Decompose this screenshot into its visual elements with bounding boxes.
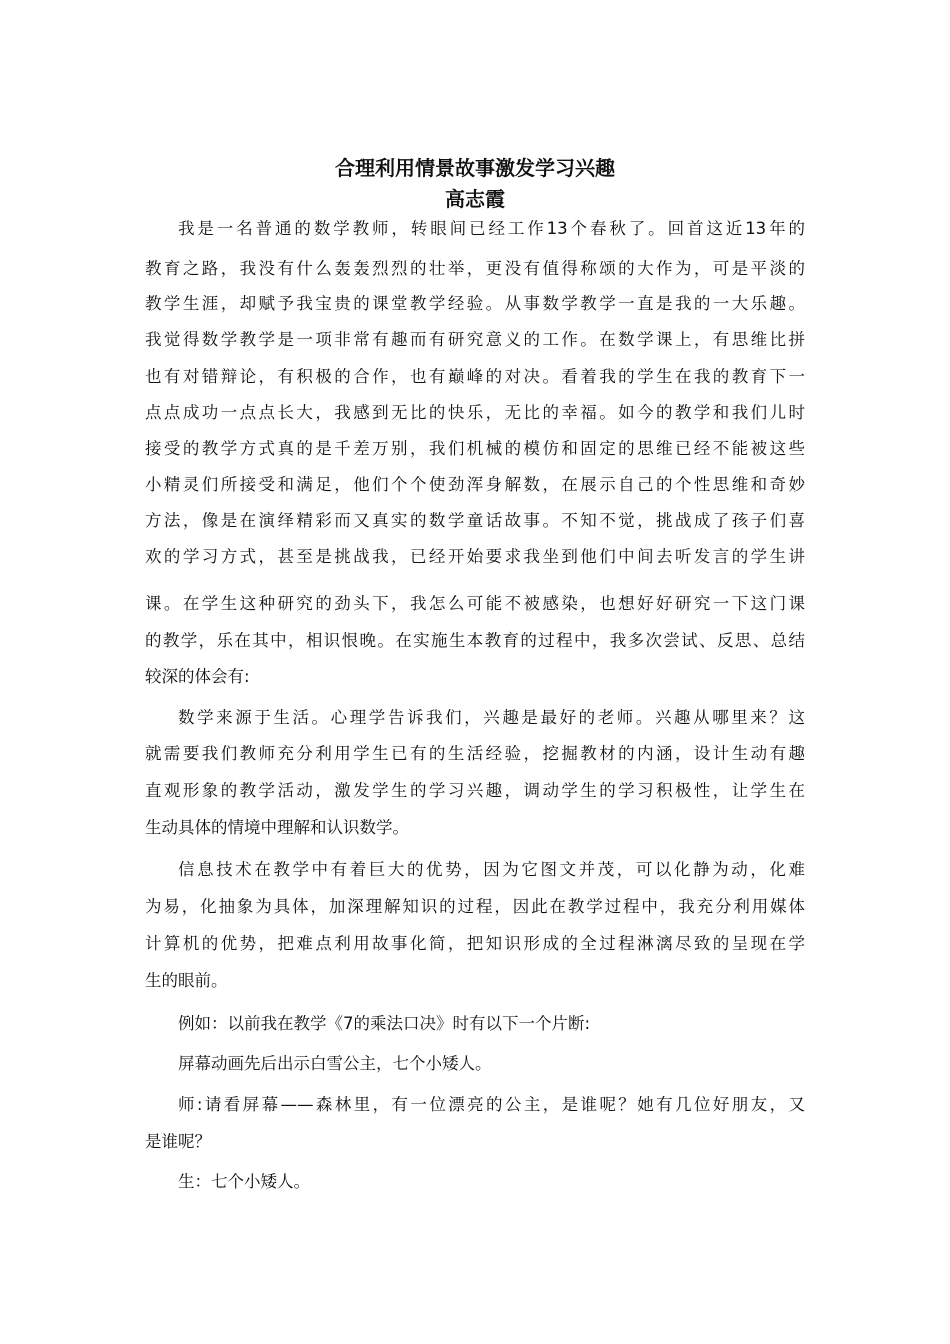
text-line: 小精灵们所接受和满足，他们个个使劲浑身解数，在展示自己的个性思维和奇妙 bbox=[145, 475, 805, 494]
document-author: 高志霞 bbox=[445, 187, 505, 211]
text-line: 教学生涯，却赋予我宝贵的课堂教学经验。从事数学教学一直是我的一大乐趣。 bbox=[145, 294, 805, 313]
text-line: 欢的学习方式，甚至是挑战我，已经开始要求我坐到他们中间去听发言的学生讲 bbox=[145, 547, 805, 566]
text-line: 教育之路，我没有什么轰轰烈烈的壮举，更没有值得称颂的大作为，可是平淡的 bbox=[145, 259, 805, 278]
text-line: 为易，化抽象为具体，加深理解知识的过程，因此在教学过程中，我充分利用媒体 bbox=[145, 897, 805, 916]
text-line: 点点成功一点点长大，我感到无比的快乐，无比的幸福。如今的教学和我们儿时 bbox=[145, 403, 805, 422]
text-line: 较深的体会有: bbox=[145, 667, 250, 686]
text-line: 方法，像是在演绎精彩而又真实的数学童话故事。不知不觉，挑战成了孩子们喜 bbox=[145, 511, 805, 530]
text-line: 也有对错辩论，有积极的合作，也有巅峰的对决。看着我的学生在我的教育下一 bbox=[145, 367, 805, 386]
text-line: 信息技术在教学中有着巨大的优势，因为它图文并茂，可以化静为动，化难 bbox=[178, 860, 805, 879]
text-line: 接受的教学方式真的是千差万别，我们机械的模仿和固定的思维已经不能被这些 bbox=[145, 439, 805, 458]
text-line: 屏幕动画先后出示白雪公主，七个小矮人。 bbox=[178, 1054, 492, 1073]
text-line: 就需要我们教师充分利用学生已有的生活经验，挖掘教材的内涵，设计生动有趣 bbox=[145, 744, 805, 763]
text-line: 师:请看屏幕——森林里，有一位漂亮的公主，是谁呢？她有几位好朋友，又 bbox=[178, 1095, 805, 1114]
text-line: 数学来源于生活。心理学告诉我们，兴趣是最好的老师。兴趣从哪里来？这 bbox=[178, 708, 805, 727]
text-line: 例如：以前我在教学《7的乘法口决》时有以下一个片断: bbox=[178, 1014, 591, 1033]
text-line: 生动具体的情境中理解和认识数学。 bbox=[145, 818, 409, 837]
text-line: 我是一名普通的数学教师，转眼间已经工作13个春秋了。回首这近13年的 bbox=[178, 219, 805, 238]
text-line: 的教学，乐在其中，相识恨晚。在实施生本教育的过程中，我多次尝试、反思、总结 bbox=[145, 631, 805, 650]
text-line: 计算机的优势，把难点利用故事化简，把知识形成的全过程淋漓尽致的呈现在学 bbox=[145, 934, 805, 953]
text-line: 课。在学生这种研究的劲头下，我怎么可能不被感染，也想好好研究一下这门课 bbox=[145, 594, 805, 613]
text-line: 我觉得数学教学是一项非常有趣而有研究意义的工作。在数学课上，有思维比拼 bbox=[145, 330, 805, 349]
text-line: 生的眼前。 bbox=[145, 971, 228, 990]
text-line: 生：七个小矮人。 bbox=[178, 1172, 310, 1191]
text-line: 直观形象的教学活动，激发学生的学习兴趣，调动学生的学习积极性，让学生在 bbox=[145, 781, 805, 800]
text-line: 是谁呢？ bbox=[145, 1132, 211, 1151]
document-title: 合理利用情景故事激发学习兴趣 bbox=[335, 156, 615, 180]
